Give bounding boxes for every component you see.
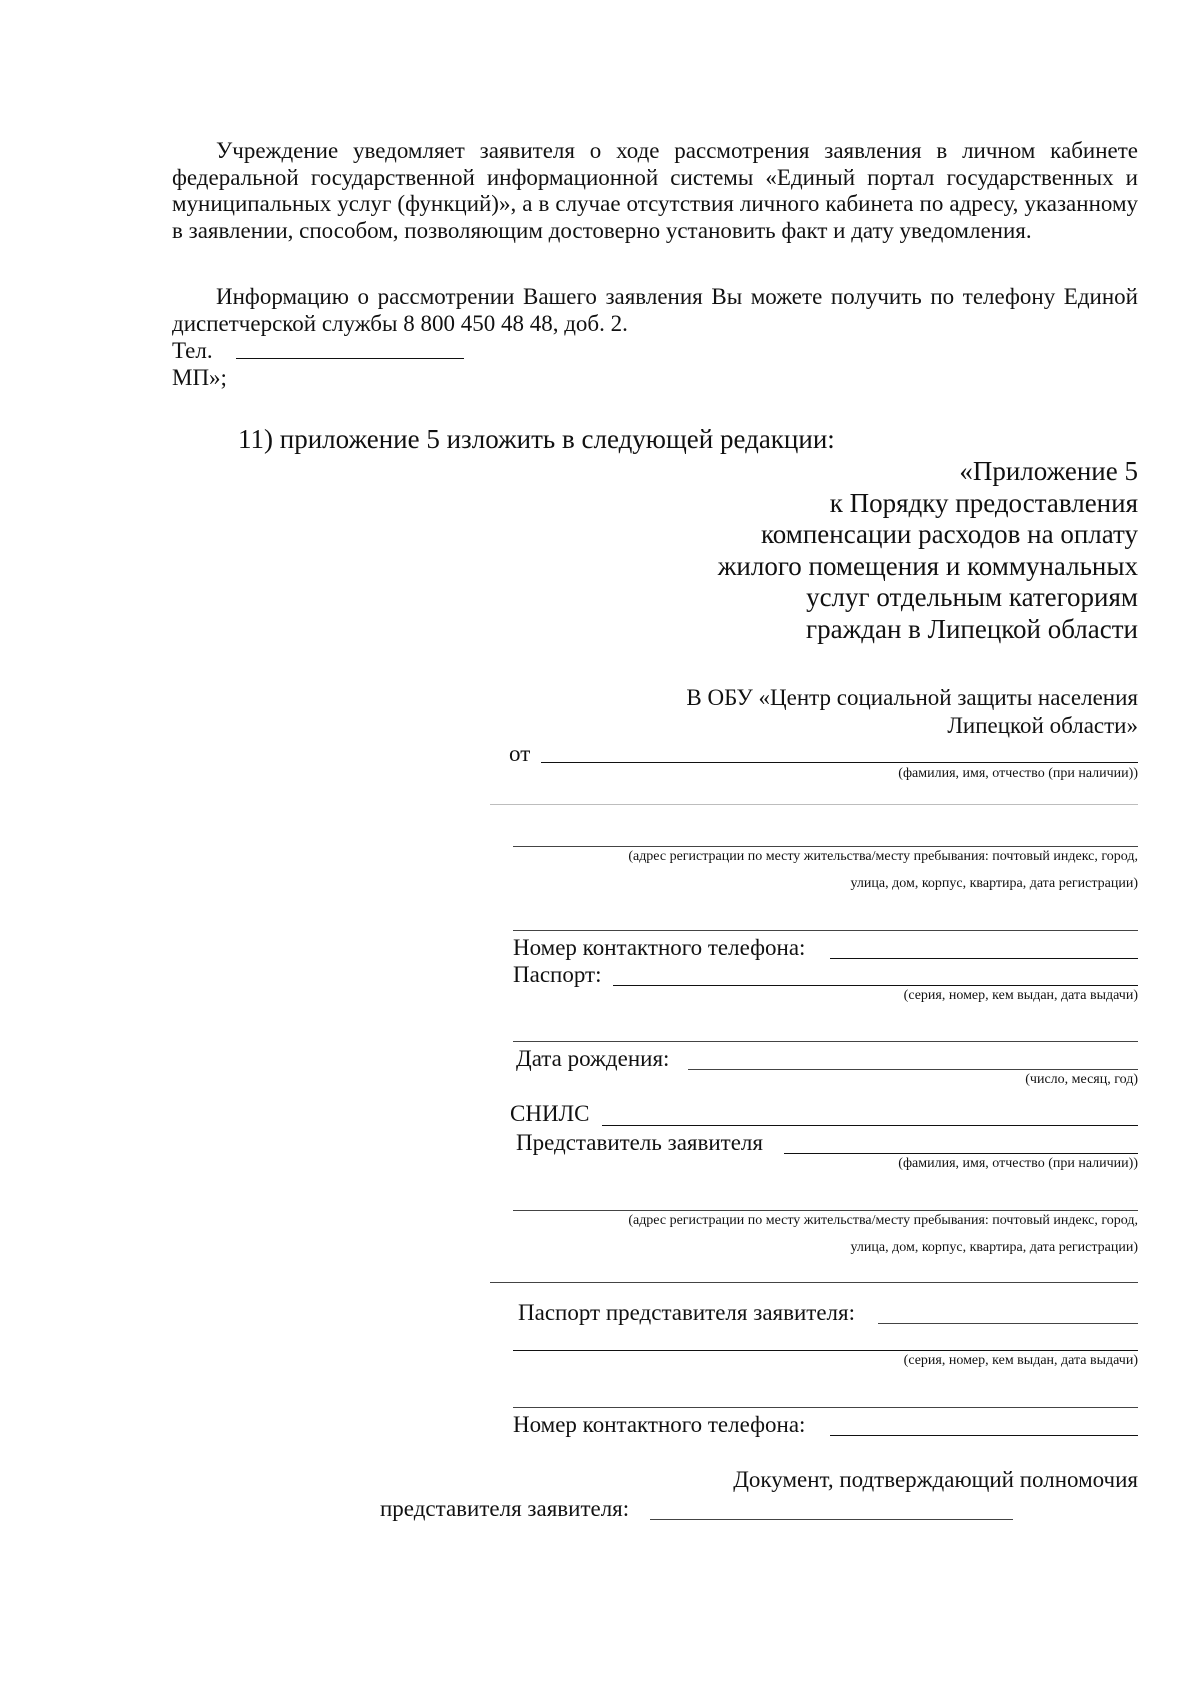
birth-date-caption: (число, месяц, год) <box>1025 1072 1138 1087</box>
applicant-fio-field[interactable] <box>541 762 1138 763</box>
representative-fio-field[interactable] <box>784 1153 1138 1154</box>
applicant-fio-caption: (фамилия, имя, отчество (при наличии)) <box>898 766 1138 781</box>
addressee-line-2: Липецкой области» <box>947 713 1138 738</box>
phone-label: Номер контактного телефона: <box>513 935 806 960</box>
phone-field[interactable] <box>830 958 1138 959</box>
representative-fio-caption: (фамилия, имя, отчество (при наличии)) <box>898 1156 1138 1171</box>
addressee-line-1: В ОБУ «Центр социальной защиты населения <box>686 685 1138 710</box>
representative-address-caption-2: улица, дом, корпус, квартира, дата регистрации) <box>850 1240 1138 1255</box>
representative-passport-field-2[interactable] <box>513 1350 1138 1351</box>
annex-header-line: жилого помещения и коммунальных <box>717 550 1138 581</box>
intro-paragraph-1 <box>172 138 1138 244</box>
mp-label: МП»; <box>172 365 227 390</box>
passport-label: Паспорт: <box>513 962 602 987</box>
tel-field[interactable] <box>236 358 464 359</box>
applicant-address-field[interactable] <box>513 846 1138 847</box>
applicant-address-caption-1: (адрес регистрации по месту жительства/месту пребывания: почтовый индекс, город, <box>628 849 1138 864</box>
amendment-text: 11) приложение 5 изложить в следующей редакции: <box>238 424 835 454</box>
annex-header-line: «Приложение 5 <box>959 456 1138 486</box>
snils-field[interactable] <box>602 1125 1138 1126</box>
representative-passport-field-3[interactable] <box>513 1407 1138 1408</box>
annex-header-line: граждан в Липецкой области <box>806 613 1138 644</box>
representative-passport-caption: (серия, номер, кем выдан, дата выдачи) <box>903 1353 1138 1368</box>
passport-caption: (серия, номер, кем выдан, дата выдачи) <box>903 988 1138 1003</box>
representative-phone-label: Номер контактного телефона: <box>513 1412 806 1437</box>
applicant-address-caption-2: улица, дом, корпус, квартира, дата регистрации) <box>850 876 1138 891</box>
passport-field[interactable] <box>613 985 1138 986</box>
annex-header-line: компенсации расходов на оплату <box>761 519 1138 549</box>
representative-phone-field[interactable] <box>830 1435 1138 1436</box>
authority-document-label-2: представителя заявителя: <box>380 1496 630 1521</box>
representative-passport-label: Паспорт представителя заявителя: <box>518 1300 855 1325</box>
applicant-fio-field-2[interactable] <box>490 804 1138 805</box>
intro-paragraph-2 <box>172 284 1138 337</box>
birth-date-label: Дата рождения: <box>516 1046 670 1071</box>
authority-document-field[interactable] <box>650 1519 1013 1520</box>
addressee <box>686 684 1138 740</box>
representative-passport-field[interactable] <box>878 1323 1138 1324</box>
snils-label: СНИЛС <box>510 1101 590 1126</box>
tel-label: Тел. <box>172 338 213 363</box>
applicant-address-field-2[interactable] <box>513 930 1138 931</box>
from-label: от <box>509 741 531 766</box>
representative-address-field-2[interactable] <box>490 1282 1138 1283</box>
authority-document-label: Документ, подтверждающий полномочия <box>733 1467 1138 1492</box>
intro-paragraph-2-text: Информацию о рассмотрении Вашего заявления Вы можете получить по телефону Единой диспетчерской службы 8 800 450 48 48, доб. 2. <box>172 284 1138 336</box>
representative-label: Представитель заявителя <box>516 1130 763 1155</box>
annex-header <box>718 456 1138 645</box>
intro-paragraph-1-text: Учреждение уведомляет заявителя о ходе рассмотрения заявления в личном кабинете федеральной государственной информационной системы «Единый портал государственных и муниципальных услуг (функций)», а в случае отсутствия личного кабинета по адресу, указанному в заявлении, способом, позволяющим достоверно установить факт и дату уведомления. <box>172 138 1138 243</box>
birth-date-field[interactable] <box>688 1069 1138 1070</box>
representative-address-field[interactable] <box>513 1210 1138 1211</box>
annex-header-line: услуг отдельным категориям <box>806 582 1138 612</box>
passport-field-2[interactable] <box>513 1041 1138 1042</box>
annex-header-line: к Порядку предоставления <box>829 487 1138 518</box>
representative-address-caption-1: (адрес регистрации по месту жительства/месту пребывания: почтовый индекс, город, <box>628 1213 1138 1228</box>
